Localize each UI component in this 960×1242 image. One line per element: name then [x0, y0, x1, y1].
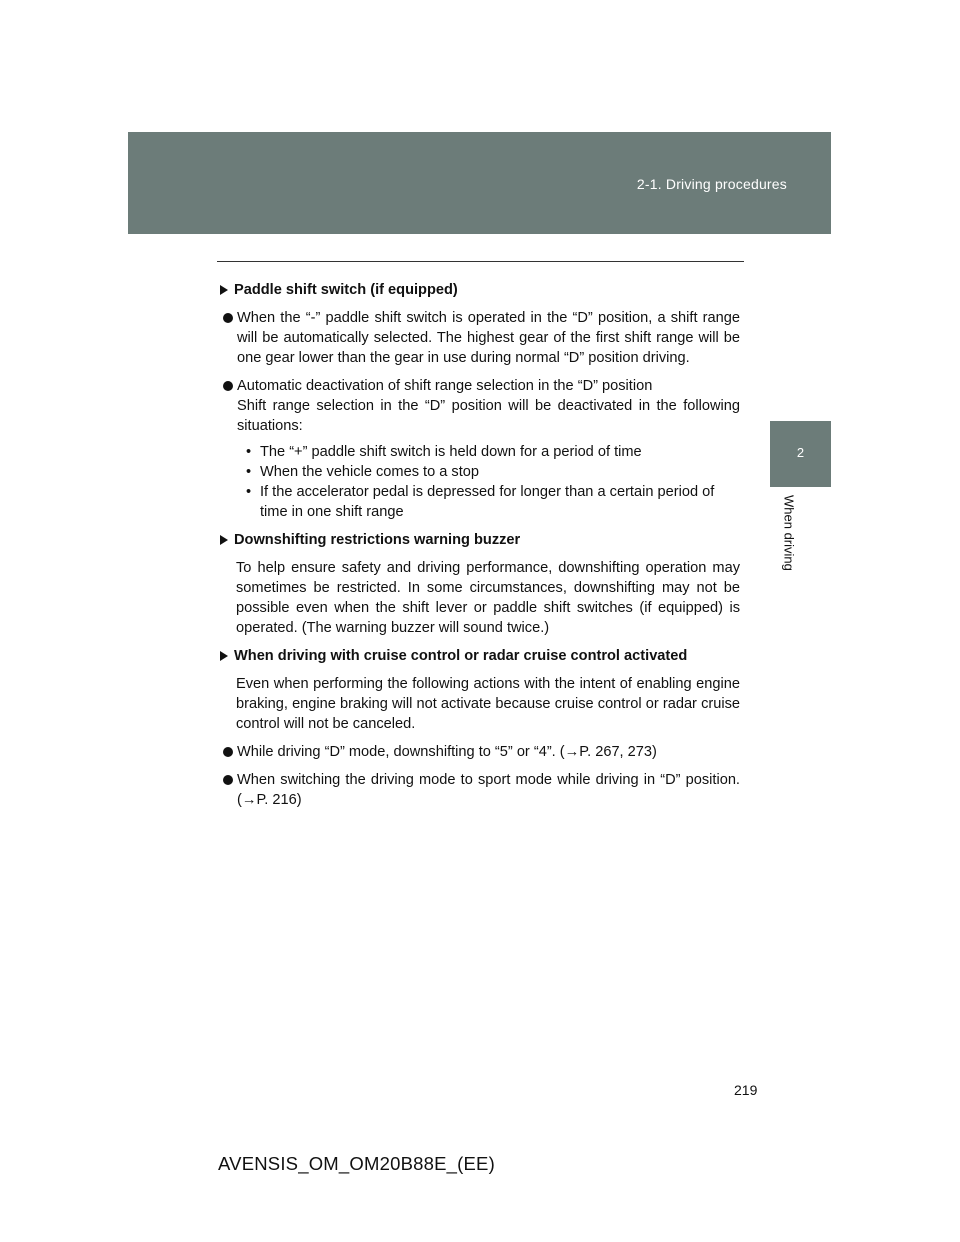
section-marker-icon — [220, 651, 228, 661]
bullet-item: Automatic deactivation of shift range selection in the “D” position Shift range selection in the “D” position will be deactivated in the following situations: — [220, 376, 740, 436]
heading-paddle-shift: Paddle shift switch (if equipped) — [220, 280, 740, 300]
bullet-item: When the “-” paddle shift switch is operated in the “D” position, a shift range will be automatically selected. The highest gear of the first shift range will be one gear lower than the gear in use during normal “D” position driving. — [220, 308, 740, 368]
bullet-dot-icon — [223, 747, 233, 757]
sub-list-item: • If the accelerator pedal is depressed for longer than a certain period of time in one shift range — [246, 484, 715, 520]
heading-cruise: When driving with cruise control or radar cruise control activated — [220, 646, 740, 666]
document-code: AVENSIS_OM_OM20B88E_(EE) — [218, 1153, 495, 1174]
page-content — [220, 280, 740, 818]
section-marker-icon — [220, 535, 228, 545]
bullet-dot-icon — [223, 775, 233, 785]
sub-list — [220, 442, 740, 522]
sub-list-item: • The “+” paddle shift switch is held down for a period of time — [246, 444, 642, 460]
page-number: 219 — [734, 1082, 758, 1098]
paragraph-cruise: Even when performing the following actions with the intent of enabling engine braking, engine braking will not activate because cruise control or radar cruise control will not be canceled. — [236, 676, 740, 732]
section-title: 2-1. Driving procedures — [636, 176, 787, 192]
bullet-dot-icon — [223, 313, 233, 323]
header-rule — [217, 261, 744, 262]
bullet-item: When switching the driving mode to sport mode while driving in “D” position. (→P. 216) — [220, 770, 740, 810]
bullet-item: While driving “D” mode, downshifting to “5” or “4”. (→P. 267, 273) — [220, 742, 740, 762]
chapter-tab — [770, 421, 831, 487]
bullet-dot-icon — [223, 381, 233, 391]
sub-list-item: • When the vehicle comes to a stop — [246, 464, 480, 480]
section-marker-icon — [220, 285, 228, 295]
heading-downshift: Downshifting restrictions warning buzzer — [220, 530, 740, 550]
chapter-title: When driving — [781, 495, 797, 571]
chapter-number: 2 — [796, 445, 805, 460]
paragraph-downshift: To help ensure safety and driving performance, downshifting operation may sometimes be restricted. In some circumstances, downshifting may not be possible even when the shift lever or paddle shift switches (if equipped) is operated. (The warning buzzer will sound twice.) — [236, 560, 740, 636]
header-band — [128, 132, 831, 234]
